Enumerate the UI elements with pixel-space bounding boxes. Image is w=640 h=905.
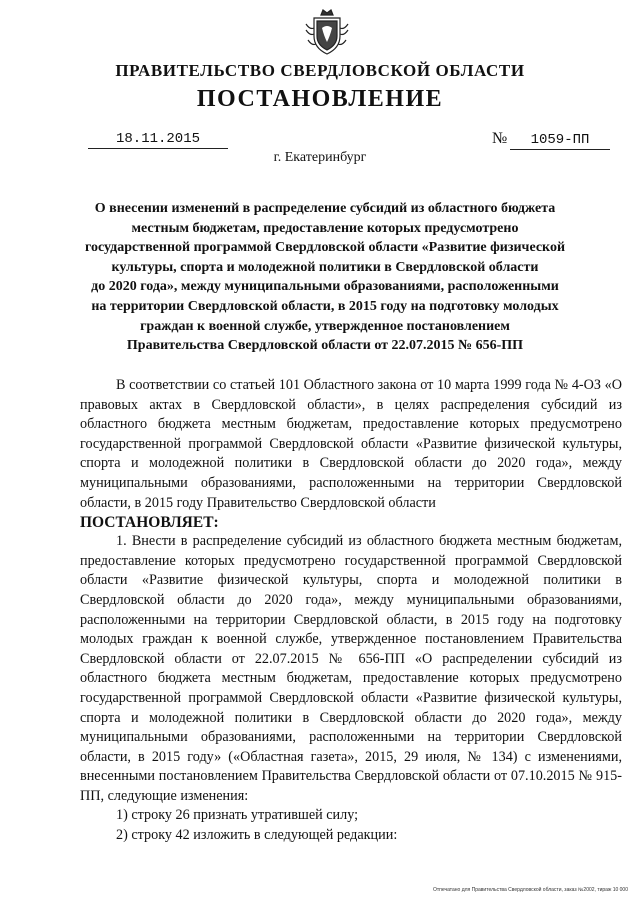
subitem-1: 1) строку 26 признать утратившей силу; — [116, 807, 359, 824]
print-footer: Отпечатано для Правительства Свердловской области, заказ №2002, тираж 10 000 — [432, 887, 628, 893]
subitem-2: 2) строку 42 изложить в следующей редакции: — [116, 827, 398, 844]
title-line: О внесении изменений в распределение субсидий из областного бюджета — [94, 201, 556, 216]
coat-of-arms-icon — [304, 6, 350, 58]
title-line: местным бюджетам, предоставление которых предусмотрено — [131, 220, 519, 236]
title-line: на территории Свердловской области, в 2015 году на подготовку молодых — [91, 298, 559, 314]
title-line: государственной программой Свердловской области «Развитие физической — [84, 240, 566, 256]
document-body — [80, 376, 622, 846]
document-title — [80, 199, 570, 356]
organization-name: ПРАВИТЕЛЬСТВО СВЕРДЛОВСКОЙ ОБЛАСТИ — [115, 61, 525, 80]
item-1-paragraph: 1. Внести в распределение субсидий из областного бюджета местным бюджетам, предоставление которых предусмотрено государственной программой Свердловской области «Развитие физической культуры, спорта и молодежной политики в Свердловской области до 2020 года», между муниципальными образованиями, расположенными на территории Свердловской области, в 2015 году на подготовку молодых граждан к военной службе, утвержденное постановлением Правительства Свердловской области от 22.07.2015 № 656-ПП «О распределении субсидий из областного бюджета местным бюджетам, предоставление которых предусмотрено государственной программой Свердловской области «Развитие физической культуры, спорта и молодежной политики в Свердловской области до 2020 года», между муниципальными образованиями, расположенными на территории Свердловской области, в 2015 году» («Областная газета», 2015, 29 июля, № 134) с изменениями, внесенными постановлением Правительства Свердловской области от 07.10.2015 № 915-ПП, следующие изменения: — [80, 533, 622, 804]
title-line: культуры, спорта и молодежной политики в Свердловской области — [111, 259, 539, 275]
preamble-paragraph: В соответствии со статьей 101 Областного закона от 10 марта 1999 года № 4-ОЗ «О правовых актах в Свердловской области», в целях распределения субсидий из областного бюджета местным бюджетам, предоставление которых предусмотрено государственной программой Свердловской области «Развитие физической культуры, спорта и молодежной политики в Свердловской области до 2020 года», между муниципальными образованиями, расположенными на территории Свердловской области, в 2015 году Правительство Свердловской области — [80, 377, 622, 511]
title-line: Правительства Свердловской области от 22.07.2015 № 656-ПП — [126, 338, 524, 354]
document-date: 18.11.2015 — [115, 131, 200, 147]
resolves-heading: ПОСТАНОВЛЯЕТ: — [80, 514, 219, 532]
date-underline — [88, 148, 228, 149]
title-line: граждан к военной службе, утвержденное постановлением — [140, 318, 510, 334]
city: г. Екатеринбург — [273, 150, 367, 165]
document-type: ПОСТАНОВЛЕНИЕ — [196, 86, 444, 112]
number-sign: № — [492, 130, 508, 147]
document-number: 1059-ПП — [530, 132, 590, 148]
title-line: до 2020 года», между муниципальными образованиями, расположенными — [91, 279, 559, 295]
